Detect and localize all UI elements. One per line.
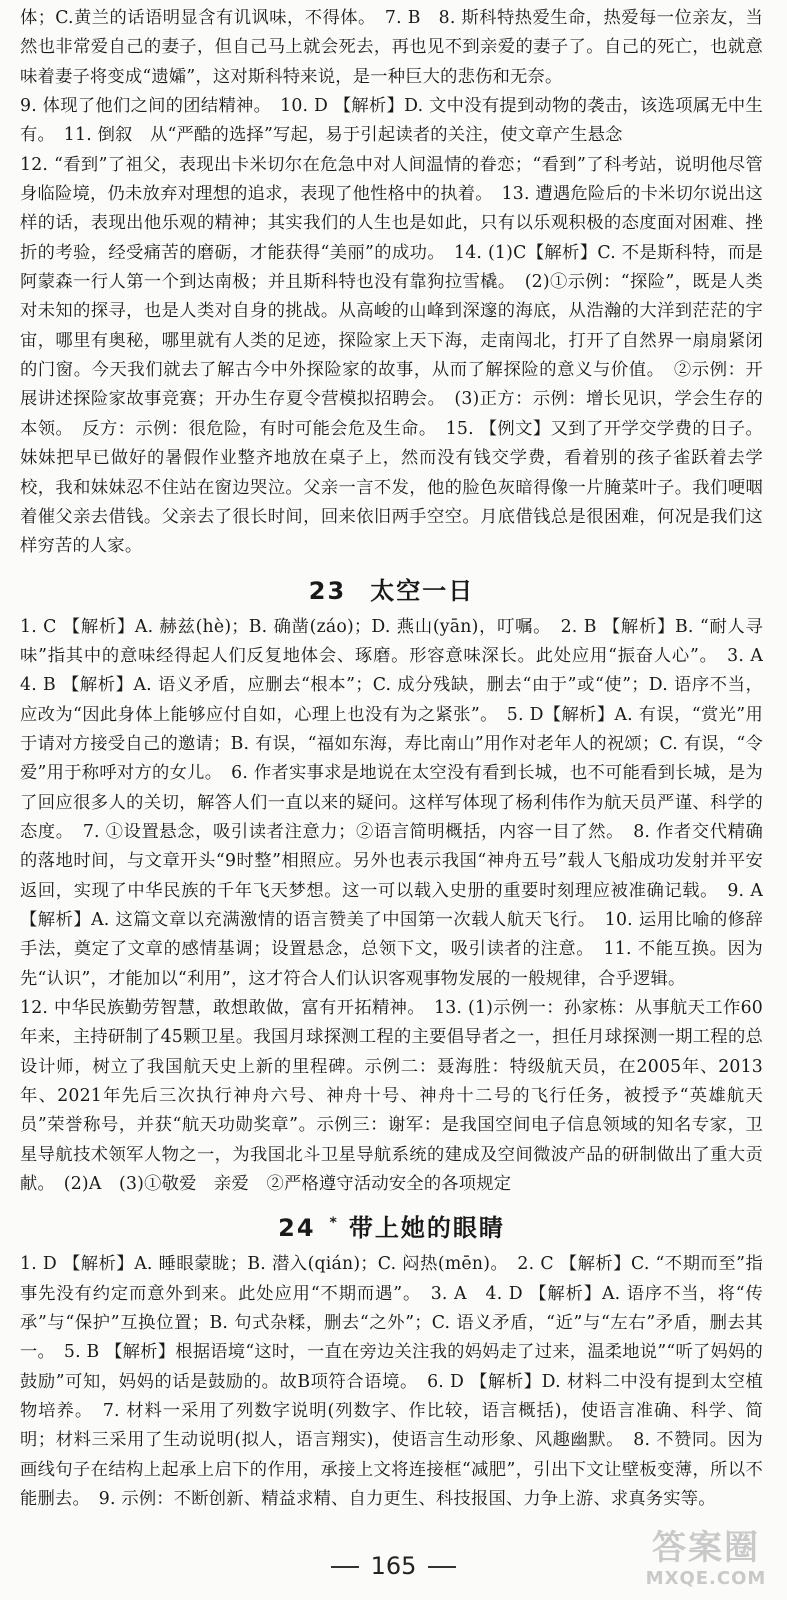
page-number: 165 bbox=[370, 1552, 417, 1580]
watermark-top-text: 答案圈 bbox=[652, 1528, 760, 1568]
section-number: 24 bbox=[278, 1214, 316, 1243]
footer-dash-left bbox=[331, 1566, 359, 1568]
paragraph: 1. D 【解析】A. 睡眼蒙眬；B. 潜入(qián)；C. 闷热(mēn)。 2. C 【解析】C. “不期而至”指事先没有约定而意外到来。此处应用“不期而遇”。 3. A 4. D 【解析】A. 语序不当，将“传承”与“保护”互换位置；B. 句式杂糅，删去“之外”；C. 语义矛盾，“近”与“左右”矛盾，删去其一。 5. B 【解析】根据语境“这时，一直在旁边关注我的妈妈走了过来，温柔地说”“听了妈妈的鼓励”可知，妈妈的话是鼓励的。故B项符合语境。 6. D 【解析】D. 材料二中没有提到太空植物培养。 7. 材料一采用了列数字说明(列数字、作比较，语言概括)，使语言准确、科学、简明；材料三采用了生动说明(拟人，语言翔实)，使语言生动形象、风趣幽默。 8. 不赞同。因为画线句子在结构上起承上启下的作用，承接上文将连接框“减肥”，引出下文让壁板变薄，所以不能删去。 9. 示例：不断创新、精益求精、自力更生、科技报国、力争上游、求真务实等。 bbox=[20, 1254, 763, 1510]
page-content bbox=[20, 4, 781, 1515]
section-heading bbox=[20, 566, 763, 611]
paragraph: 1. C 【解析】A. 赫兹(hè)；B. 确凿(záo)；D. 燕山(yān)，叮嘱。 2. B 【解析】B. “耐人寻味”指其中的意味经得起人们反复地体会、琢磨。形容意味深长。此处应用“振奋人心”。 3. A 4. B 【解析】A. 语义矛盾，应删去“根本”；C. 成分残缺，删去“由于”或“使”；D. 语序不当，应改为“因此身体上能够应付自如，心理上也没有为之紧张”。 5. D【解析】A. 有误，“赏光”用于请对方接受自己的邀请；B. 有误，“福如东海，寿比南山”用作对老年人的祝颂；C. 有误，“令爱”用于称呼对方的女儿。 6. 作者实事求是地说在太空没有看到长城，也不可能看到长城，是为了回应很多人的关切，解答人们一直以来的疑问。这样写体现了杨利伟作为航天员严谨、科学的态度。 7. ①设置悬念，吸引读者注意力；②语言简明概括，内容一目了然。 8. 作者交代精确的落地时间，与文章开头“9时整”相照应。另外也表示我国“神舟五号”载人飞船成功发射并平安返回，实现了中华民族的千年飞天梦想。这一可以载入史册的重要时刻理应被准确记载。 9. A 【解析】A. 这篇文章以充满激情的语言赞美了中国第一次载人航天飞行。 10. 运用比喻的修辞手法，奠定了文章的感情基调；设置悬念，总领下文，吸引读者的注意。 11. 不能互换。因为先“认识”，才能加以“利用”，这才符合人们认识客观事物发展的一般规律，合乎逻辑。 bbox=[20, 616, 781, 989]
paragraph: 12. 中华民族勤劳智慧，敢想敢做，富有开拓精神。 13. (1)示例一：孙家栋：从事航天工作60年来，主持研制了45颗卫星。我国月球探测工程的主要倡导者之一，担任月球探测一期工程的总设计师，树立了我国航天史上新的里程碑。示例二：聂海胜：特级航天员，在2005年、2013年、2021年先后三次执行神舟六号、神舟十号、神舟十二号的飞行任务，被授予“英雄航天员”荣誉称号，并获“航天功勋奖章”。示例三：谢军：是我国空间电子信息领域的知名专家，卫星导航技术领军人物之一，为我国北斗卫星导航系统的建成及空间微波产品的研制做出了重大贡献。 (2)A (3)①敬爱 亲爱 ②严格遵守活动安全的各项规定 bbox=[20, 998, 763, 1195]
section-star: * bbox=[329, 1215, 339, 1232]
section-number: 23 bbox=[308, 576, 347, 605]
watermark-bottom-text: MXQE.COM bbox=[645, 1568, 767, 1589]
paragraph: 9. 体现了他们之间的团结精神。 10. D 【解析】D. 文中没有提到动物的袭击，该选项属无中生有。 11. 倒叙 从“严酷的选择”写起，易于引起读者的关注，使文章产生悬念 bbox=[20, 96, 763, 146]
paragraph: 12. “看到”了祖父，表现出卡米切尔在危急中对人间温情的眷恋；“看到”了科考站，说明他尽管身临险境，仍未放弃对理想的追求，表现了他性格中的执着。 13. 遭遇危险后的卡米切尔说出这样的话，表现出他乐观的精神；其实我们的人生也是如此，只有以乐观积极的态度面对困难、挫折的考验，经受痛苦的磨砺，才能获得“美丽”的成功。 14. (1)C【解析】C. 不是斯科特，而是阿蒙森一行人第一个到达南极；并且斯科特也没有靠狗拉雪橇。 (2)①示例：“探险”，既是人类对未知的探寻，也是人类对自身的挑战。从高峻的山峰到深邃的海底，从浩瀚的大洋到茫茫的宇宙，哪里有奥秘，哪里就有人类的足迹，探险家上天下海，走南闯北，打开了自然界一扇扇紧闭的门窗。今天我们就去了解古今中外探险家的故事，从而了解探险的意义与价值。 ②示例：开展讲述探险家故事竞赛；开办生存夏令营模拟招聘会。 (3)正方：示例：增长见识，学会生存的本领。 反方：示例：很危险，有时可能会危及生命。 15. 【例文】又到了开学交学费的日子。妹妹把早已做好的暑假作业整齐地放在桌子上，然而没有钱交学费，看着别的孩子雀跃着去学校，我和妹妹忍不住站在窗边哭泣。父亲一言不发，他的脸色灰暗得像一片腌菜叶子。我们哽咽着催父亲去借钱。父亲去了很长时间，回来依旧两手空空。月底借钱总是很困难，何况是我们这样穷苦的人家。 bbox=[20, 154, 763, 557]
section-title: 带上她的眼睛 bbox=[348, 1214, 505, 1243]
watermark-logo bbox=[639, 1528, 773, 1594]
section-heading bbox=[20, 1203, 763, 1248]
paragraph: 体；C.黄兰的话语明显含有讥讽味，不得体。 7. B 8. 斯科特热爱生命，热爱每一位亲友，当然也非常爱自己的妻子，但自己马上就会死去，再也见不到亲爱的妻子了。自己的死亡，也就意味着妻子将变成“遗孀”，这对斯科特来说，是一种巨大的悲伤和无奈。 bbox=[20, 8, 763, 87]
section-title: 太空一日 bbox=[370, 576, 475, 605]
footer-dash-right bbox=[428, 1566, 456, 1568]
